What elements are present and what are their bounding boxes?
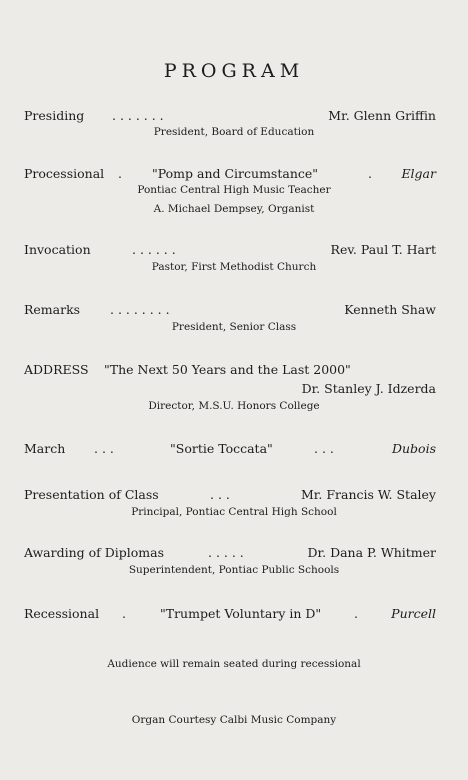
- processional-line-2: A. Michael Dempsey, Organist: [153, 203, 315, 215]
- processional-row: [24, 166, 436, 186]
- processional-dot: .: [118, 166, 122, 181]
- remarks-label: Remarks: [24, 302, 81, 317]
- recessional-piece: "Trumpet Voluntary in D": [160, 606, 322, 621]
- remarks-dots: . . . . . . . .: [110, 302, 170, 317]
- invocation-person: Rev. Paul T. Hart: [330, 242, 436, 257]
- recessional-composer: Purcell: [391, 606, 436, 621]
- invocation-role: Pastor, First Methodist Church: [151, 261, 317, 273]
- march-label: March: [24, 441, 66, 456]
- awarding-role: Superintendent, Pontiac Public Schools: [128, 564, 340, 576]
- recessional-dot: .: [354, 606, 358, 621]
- processional-line-1: Pontiac Central High Music Teacher: [137, 184, 331, 196]
- processional-dot: .: [368, 166, 372, 181]
- presiding-row: [24, 108, 436, 128]
- address-row: [24, 362, 436, 382]
- remarks-person: Kenneth Shaw: [344, 302, 436, 317]
- recessional-dot: .: [122, 606, 126, 621]
- address-person: Dr. Stanley J. Idzerda: [301, 381, 436, 396]
- presentation-role: Principal, Pontiac Central High School: [131, 506, 337, 518]
- invocation-dots: . . . . . .: [132, 242, 176, 257]
- march-dots: . . .: [314, 441, 334, 456]
- recessional-row: [24, 606, 436, 626]
- page-title: PROGRAM: [163, 60, 305, 82]
- march-piece: "Sortie Toccata": [170, 441, 273, 456]
- presentation-person: Mr. Francis W. Staley: [301, 487, 436, 502]
- presentation-dots: . . .: [210, 487, 230, 502]
- march-composer: Dubois: [391, 441, 436, 456]
- presiding-label: Presiding: [24, 108, 85, 123]
- invocation-row: [24, 242, 436, 262]
- processional-composer: Elgar: [401, 166, 436, 181]
- processional-label: Processional: [24, 166, 105, 181]
- awarding-label: Awarding of Diplomas: [24, 545, 165, 560]
- address-speaker-row: [24, 381, 436, 401]
- presentation-row: [24, 487, 436, 507]
- awarding-dots: . . . . .: [208, 545, 244, 560]
- presiding-dots: . . . . . . .: [112, 108, 164, 123]
- address-role: Director, M.S.U. Honors College: [148, 400, 320, 412]
- organ-credit: Organ Courtesy Calbi Music Company: [131, 714, 337, 726]
- remarks-role: President, Senior Class: [171, 321, 297, 333]
- awarding-person: Dr. Dana P. Whitmer: [307, 545, 436, 560]
- recessional-label: Recessional: [24, 606, 100, 621]
- awarding-row: [24, 545, 436, 565]
- processional-piece: "Pomp and Circumstance": [152, 166, 319, 181]
- march-row: [24, 441, 436, 461]
- address-topic: "The Next 50 Years and the Last 2000": [104, 362, 351, 377]
- march-dots: . . .: [94, 441, 114, 456]
- presentation-label: Presentation of Class: [24, 487, 159, 502]
- invocation-label: Invocation: [24, 242, 91, 257]
- address-label: ADDRESS: [24, 362, 89, 377]
- presiding-person: Mr. Glenn Griffin: [328, 108, 436, 123]
- audience-note: Audience will remain seated during recessional: [107, 658, 361, 670]
- presiding-role: President, Board of Education: [153, 126, 315, 138]
- remarks-row: [24, 302, 436, 322]
